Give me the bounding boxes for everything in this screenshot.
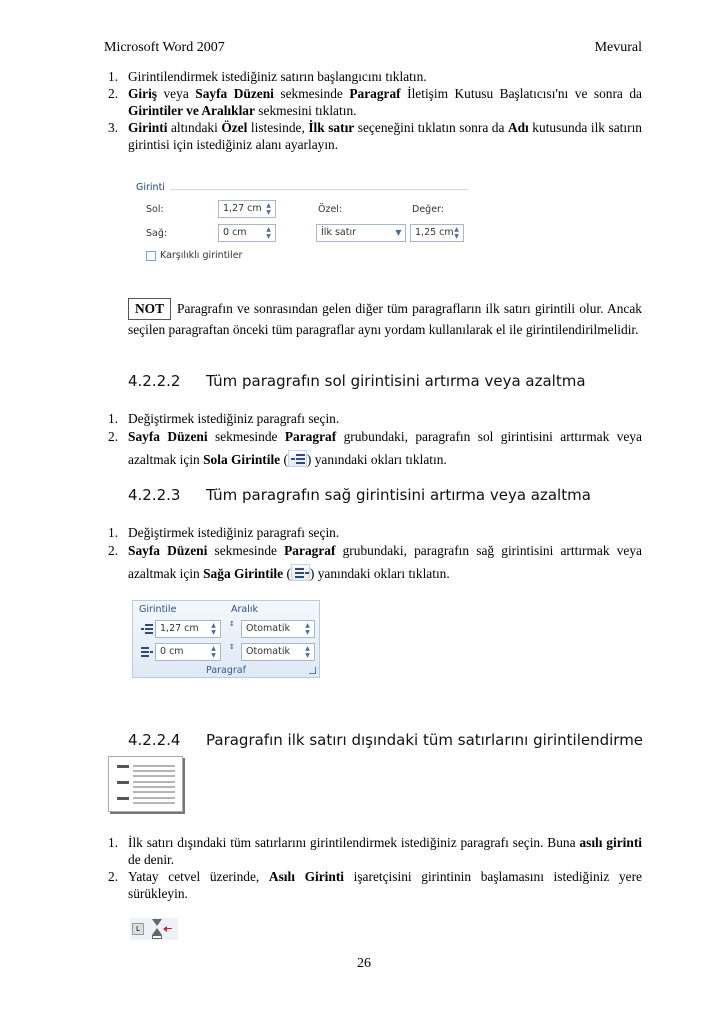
ruler-hanging-indent-marker bbox=[130, 918, 178, 940]
list-item: 2. Yatay cetvel üzerinde, Asılı Girinti işaretçisini girintinin başlamasını istediğiniz yere sürükleyin. bbox=[108, 869, 642, 901]
right-indent-label: Sağ: bbox=[146, 228, 168, 239]
ribbon-right-indent-spinner[interactable]: 0 cm ▲ ▼ bbox=[155, 643, 221, 661]
section-heading-4-2-2-2: 4.2.2.2 Tüm paragrafın sol girintisini artırma veya azaltma bbox=[128, 372, 586, 390]
note-paragraph: NOT Paragrafın ve sonrasından gelen diğer tüm paragrafların ilk satırı girintili olur. Ancak seçilen paragraftan önceki tüm paragraflar aynı yordam kullanılarak el ile girintilendirilmelidir. bbox=[128, 298, 642, 340]
list-item: 2. Giriş veya Sayfa Düzeni sekmesinde Paragraf İletişim Kutusu Başlatıcısı'nı ve sonra da Girintiler ve Aralıklar sekmesini tıklatın. bbox=[108, 86, 642, 118]
spinner-arrows-icon[interactable]: ▲ ▼ bbox=[305, 622, 310, 636]
hanging-indent-marker-icon[interactable] bbox=[152, 928, 162, 935]
list-item: 2. Sayfa Düzeni sekmesinde Paragraf grubundaki, paragrafın sağ girintisini arttırmak veya azaltmak için Sağa Girintile ( ) yanındaki okları tıklatın. bbox=[108, 543, 643, 581]
left-indent-icon bbox=[141, 623, 153, 633]
indent-dialog-screenshot bbox=[130, 178, 470, 282]
section-heading-4-2-2-4: 4.2.2.4 Paragrafın ilk satırı dışındaki tüm satırlarını girintilendirme bbox=[128, 731, 644, 749]
first-line-indent-marker-icon[interactable] bbox=[152, 919, 162, 926]
indent-group-label: Girinti bbox=[136, 182, 165, 193]
left-indent-spinner[interactable]: 1,27 cm ▲ ▼ bbox=[218, 200, 276, 218]
list-item: 3. Girinti altındaki Özel listesinde, İlk satır seçeneğini tıklatın sonra da Adı kutusunda ilk satırın girintisi için istediğiniz alanı ayarlayın. bbox=[108, 120, 642, 152]
spacing-after-spinner[interactable]: Otomatik ▲ ▼ bbox=[241, 643, 315, 661]
spacing-before-spinner[interactable]: Otomatik ▲ ▼ bbox=[241, 620, 315, 638]
header-author: Mevural bbox=[594, 40, 642, 55]
hanging-indent-illustration bbox=[108, 756, 183, 812]
value-label: Değer: bbox=[412, 204, 444, 215]
note-tag: NOT bbox=[128, 298, 171, 320]
paragraph-group-label: Paragraf bbox=[206, 665, 246, 676]
steps-right-indent bbox=[108, 524, 642, 585]
spinner-arrows-icon[interactable]: ▲ ▼ bbox=[211, 622, 216, 636]
spinner-arrows-icon[interactable]: ▲ ▼ bbox=[211, 645, 216, 659]
list-item: 1. Değiştirmek istediğiniz paragrafı seçin. bbox=[108, 525, 340, 540]
left-indent-marker-icon[interactable] bbox=[152, 935, 162, 939]
steps-hanging-indent bbox=[108, 834, 642, 902]
spinner-arrows-icon[interactable]: ▲ ▼ bbox=[266, 202, 271, 216]
page-number: 26 bbox=[357, 956, 371, 971]
steps-first-line-indent bbox=[108, 68, 642, 153]
mirror-indents-label: Karşılıklı girintiler bbox=[160, 250, 243, 261]
special-dropdown[interactable]: İlk satır ▼ bbox=[316, 224, 406, 242]
paragraph-ribbon-screenshot bbox=[132, 600, 320, 678]
steps-left-indent bbox=[108, 410, 642, 471]
spacing-after-icon: ↕ bbox=[229, 643, 235, 651]
value-spinner[interactable]: 1,25 cm ▲ ▼ bbox=[410, 224, 464, 242]
left-indent-label: Sol: bbox=[146, 204, 164, 215]
indent-section-label: Girintile bbox=[139, 604, 177, 615]
list-item: 1. Girintilendirmek istediğiniz satırın başlangıcını tıklatın. bbox=[108, 69, 427, 84]
right-indent-spinner[interactable]: 0 cm ▲ ▼ bbox=[218, 224, 276, 242]
spacing-before-icon: ↕ bbox=[229, 620, 235, 628]
section-heading-4-2-2-3: 4.2.2.3 Tüm paragrafın sağ girintisini artırma veya azaltma bbox=[128, 486, 591, 504]
dialog-launcher-icon[interactable] bbox=[309, 667, 316, 674]
list-item: 1. İlk satırı dışındaki tüm satırlarını girintilendirmek istediğiniz paragrafı seçin. Buna asılı girinti de denir. bbox=[108, 835, 643, 867]
list-item: 1. Değiştirmek istediğiniz paragrafı seçin. bbox=[108, 411, 340, 426]
spacing-section-label: Aralık bbox=[231, 604, 259, 615]
tab-selector-icon[interactable]: L bbox=[132, 923, 144, 935]
chevron-down-icon[interactable]: ▼ bbox=[395, 228, 402, 237]
right-indent-icon bbox=[141, 646, 153, 656]
group-divider bbox=[170, 189, 468, 190]
spinner-arrows-icon[interactable]: ▲ ▼ bbox=[266, 226, 271, 240]
spinner-arrows-icon[interactable]: ▲ ▼ bbox=[454, 226, 459, 240]
spinner-arrows-icon[interactable]: ▲ ▼ bbox=[305, 645, 310, 659]
list-item: 2. Sayfa Düzeni sekmesinde Paragraf grubundaki, paragrafın sol girintisini arttırmak veya azaltmak için Sola Girintile ( ) yanındaki okları tıklatın. bbox=[108, 429, 643, 467]
decrease-indent-icon bbox=[288, 450, 307, 467]
header-title: Microsoft Word 2007 bbox=[104, 40, 225, 55]
increase-indent-icon bbox=[291, 564, 310, 581]
mirror-indents-checkbox[interactable] bbox=[146, 251, 156, 261]
special-label: Özel: bbox=[318, 204, 343, 215]
ribbon-left-indent-spinner[interactable]: 1,27 cm ▲ ▼ bbox=[155, 620, 221, 638]
